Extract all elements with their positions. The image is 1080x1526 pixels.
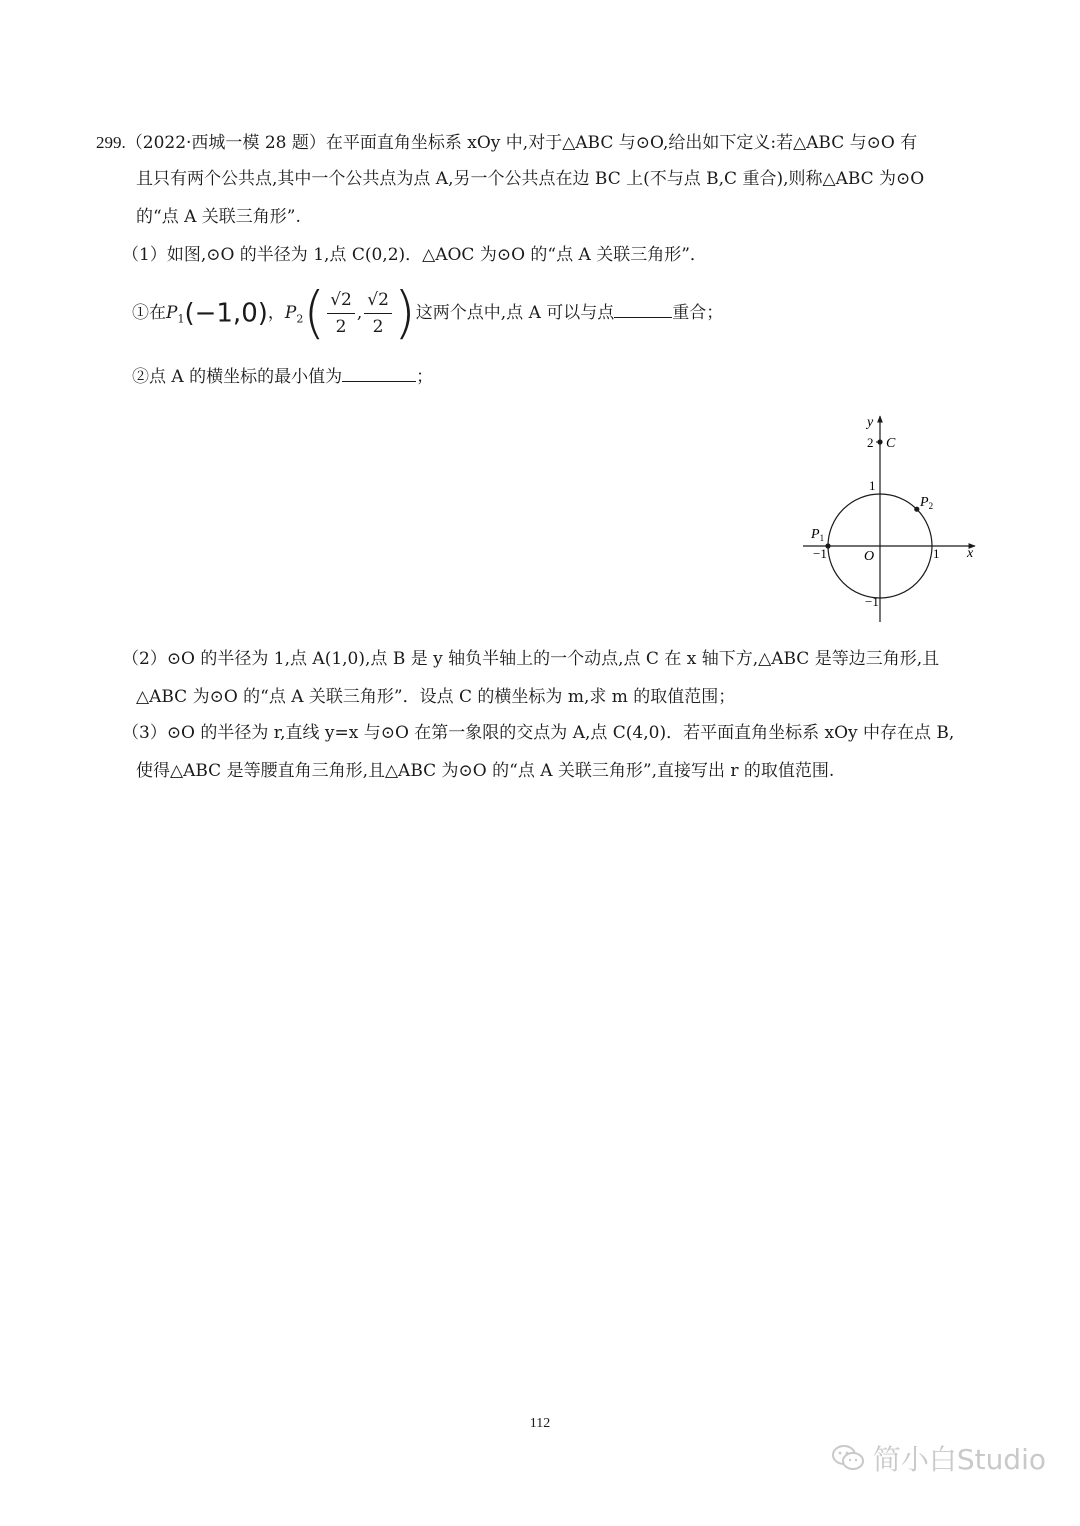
part3-line-2: 使得△ABC 是等腰直角三角形,且△ABC 为⊙O 的“点 A 关联三角形”,直接写出 r 的取值范围. [136,761,835,781]
point-p2 [914,507,919,512]
problem-text-1: 在平面直角坐标系 xOy 中,对于△ABC 与⊙O,给出如下定义:若△ABC 与⊙O 有 [325,133,918,153]
fraction-comma: , [356,303,363,323]
part1-intro: （1）如图,⊙O 的半径为 1,点 C(0,2)．△AOC 为⊙O 的“点 A 关联三角形”． [122,245,707,265]
problem-source: （2022·西城一模 28 题） [125,133,326,153]
watermark-text: 简小白Studio [872,1443,1046,1476]
p1-fig-letter: P [811,527,820,542]
p1-label-fig [810,527,824,543]
right-paren: ) [393,280,416,346]
origin-label: O [864,549,875,564]
answer-blank-1[interactable] [614,299,672,318]
point-c [877,439,882,444]
tick-label-x-neg1: −1 [813,546,827,561]
page-number: 112 [529,1416,551,1431]
wechat-icon [831,1444,865,1472]
part1-question-1 [132,280,723,346]
p2-label-fig [919,495,933,511]
watermark [831,1438,1046,1478]
y-axis-label: y [867,415,874,430]
tick-label-y-neg1: −1 [865,594,879,609]
x-axis-label: x [967,546,974,561]
fraction-x-numerator: √2 [327,287,355,314]
tick-label-y-1: 1 [869,478,876,493]
tick-label-x-1: 1 [933,546,940,561]
answer-blank-2[interactable] [342,363,416,382]
problem-line-3: 的“点 A 关联三角形”. [136,207,301,227]
fraction-y-denominator: 2 [372,317,384,337]
coordinate-figure [795,410,985,625]
p2-fig-letter: P [920,495,929,510]
part1-question-2 [132,362,433,392]
part2-line-1: （2）⊙O 的半径为 1,点 A(1,0),点 B 是 y 轴负半轴上的一个动点,点 C 在 x 轴下方,△ABC 是等边三角形,且 [122,649,940,669]
q1-end: 重合； [672,303,724,323]
separator: ， [267,303,285,323]
p1-coordinates: (−1,0) [184,298,268,329]
tick-label-y-2: 2 [867,435,874,450]
q1-prefix: ①在 [132,303,166,323]
fraction-x-denominator: 2 [335,317,347,337]
fraction-y-numerator: √2 [364,287,392,314]
problem-line-2: 且只有两个公共点,其中一个公共点为点 A,另一个公共点在边 BC 上(不与点 B,C 重合),则称△ABC 为⊙O [136,169,925,189]
q1-suffix: 这两个点中,点 A 可以与点 [415,303,615,323]
problem-number: 299. [96,133,126,152]
fraction-x [327,287,355,340]
problem-line-1 [96,128,917,158]
p2-label: P [284,303,297,323]
part2-line-2: △ABC 为⊙O 的“点 A 关联三角形”．设点 C 的横坐标为 m,求 m 的取值范围； [136,687,736,707]
q2-end: ； [416,367,434,387]
p1-fig-subscript: 1 [819,533,825,543]
fraction-y [364,287,392,340]
c-label: C [886,436,896,451]
p1-subscript: 1 [177,312,185,326]
p2-subscript: 2 [296,312,304,326]
part3-line-1: （3）⊙O 的半径为 r,直线 y=x 与⊙O 在第一象限的交点为 A,点 C(4,0)．若平面直角坐标系 xOy 中存在点 B, [122,723,955,743]
p1-label: P [166,303,178,323]
q2-prefix: ②点 A 的横坐标的最小值为 [132,367,343,387]
p2-fig-subscript: 2 [928,501,934,511]
left-paren: ( [303,280,326,346]
